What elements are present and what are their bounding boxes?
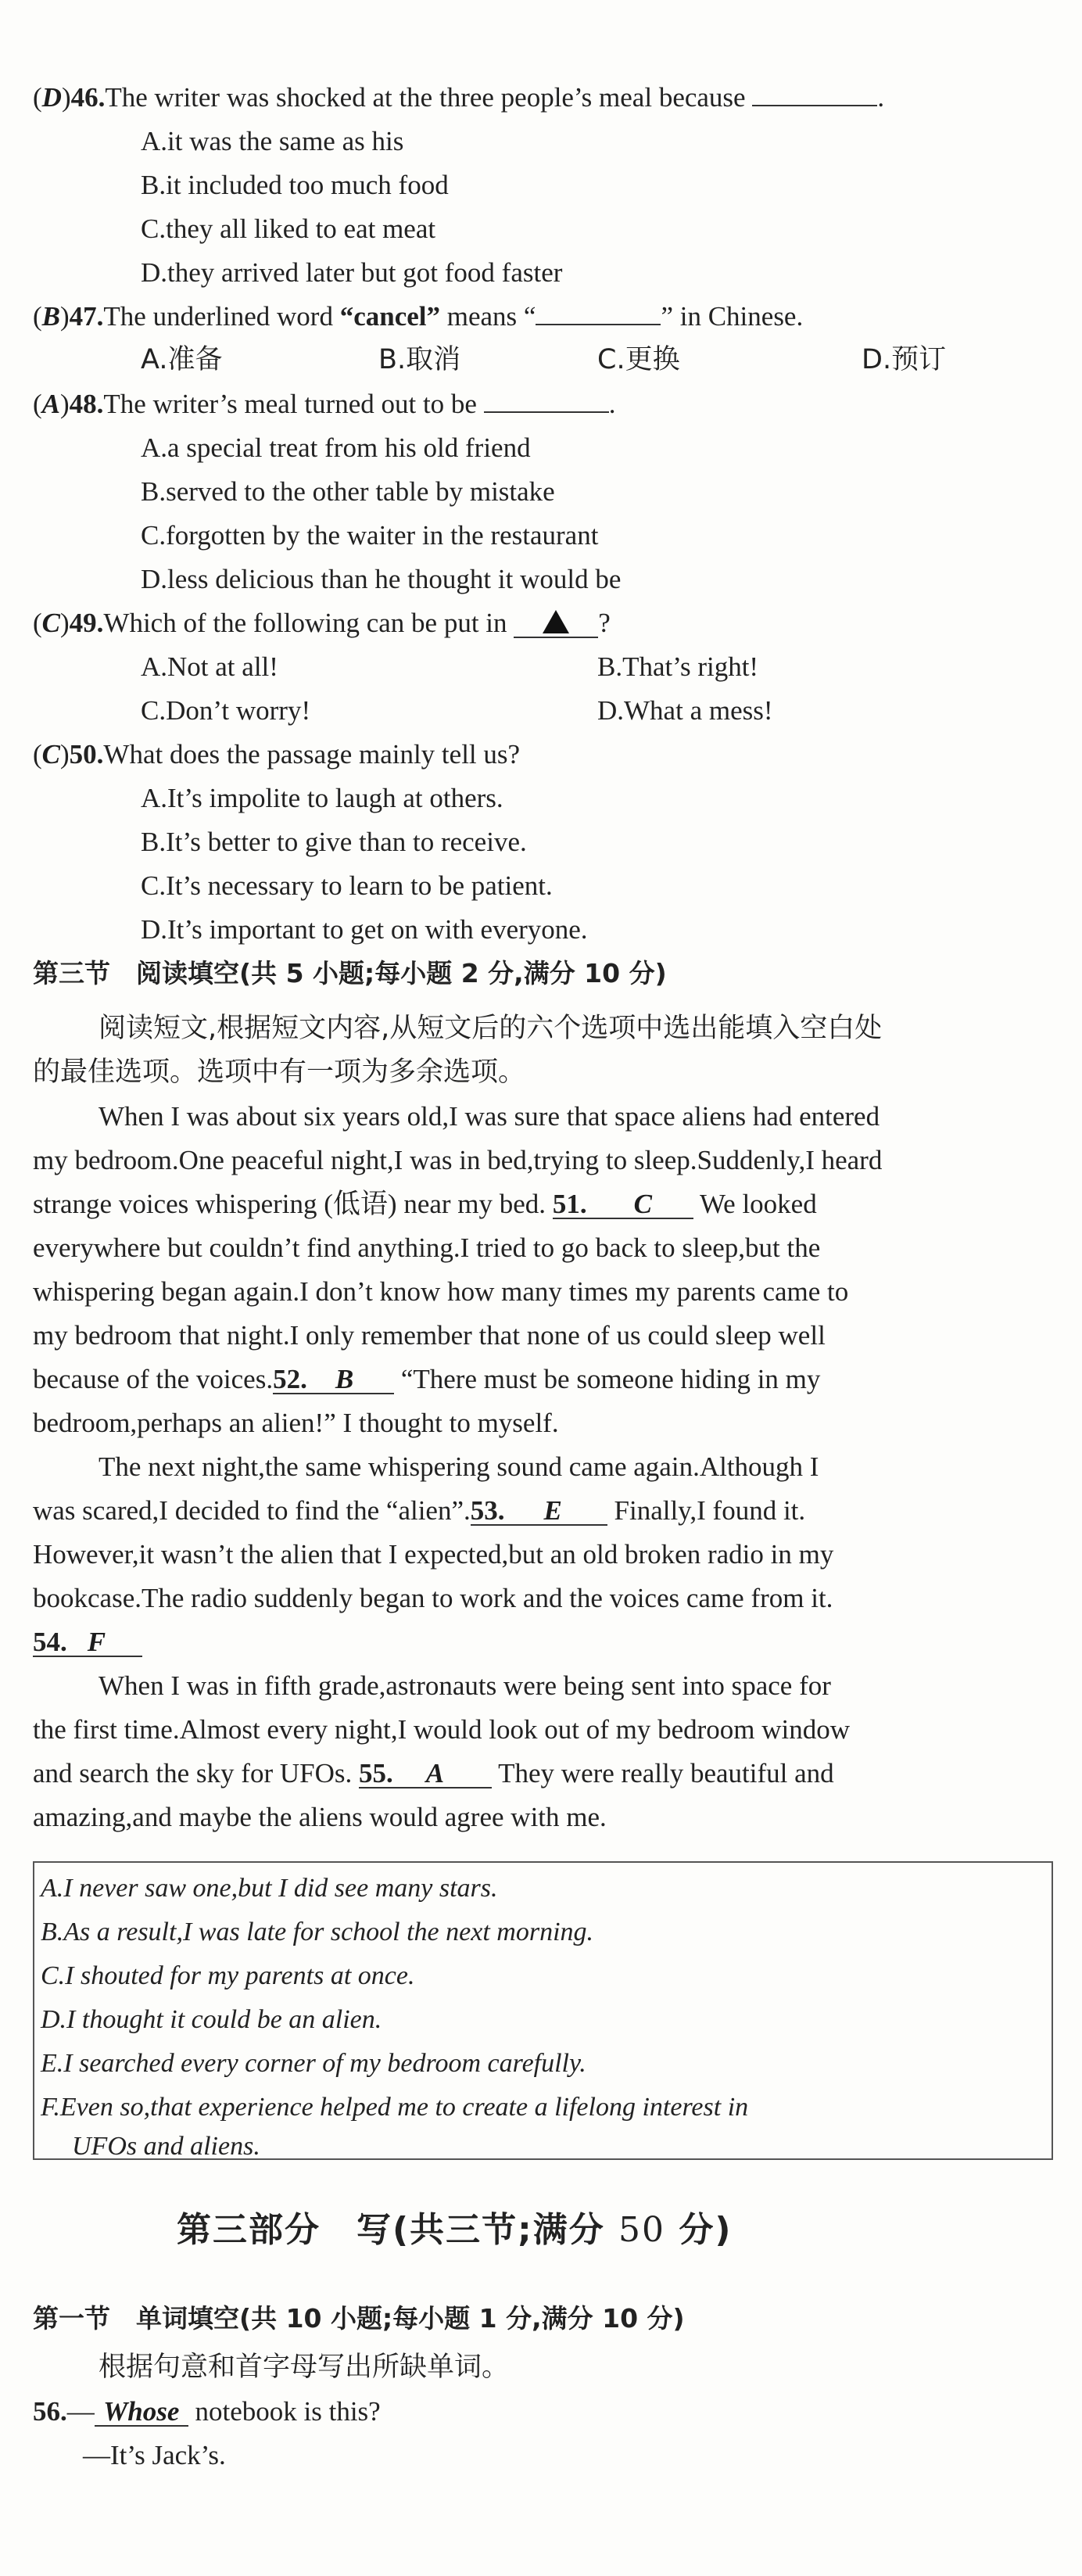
question-49: (C)49.Which of the following can be put in ? — [33, 608, 611, 638]
option-47c: C.更换 — [597, 344, 680, 375]
section-instruction: 的最佳选项。选项中有一项为多余选项。 — [33, 1057, 526, 1088]
option-c: C.I shouted for my parents at once. — [41, 1961, 415, 1990]
passage-line — [33, 1760, 834, 1788]
passage-line: everywhere but couldn’t find anything.I tried to go back to sleep,but the — [33, 1232, 821, 1263]
passage-line — [33, 1628, 142, 1657]
question-46: (D)46.The writer was shocked at the three people’s meal because . — [33, 82, 885, 113]
option-46a: A.it was the same as his — [141, 126, 404, 156]
question-47: (B)47.The underlined word “cancel” means “ ” in Chinese. — [33, 301, 804, 332]
question-56 — [33, 2398, 381, 2427]
passage-text: and search the sky for UFOs. — [33, 1758, 353, 1788]
option-f: F.Even so,that experience helped me to create a lifelong interest in — [41, 2093, 749, 2122]
question-number: 50. — [69, 739, 104, 770]
dash: — — [66, 2396, 95, 2427]
part-title — [177, 2210, 733, 2250]
passage-text: Finally,I found it. — [614, 1495, 806, 1526]
passage-text: We looked — [699, 1189, 817, 1219]
answer-blank-51 — [553, 1190, 693, 1219]
blank-number: 52. — [273, 1364, 307, 1394]
part-title-text: 分) — [665, 2210, 733, 2250]
option-50c: C.It’s necessary to learn to be patient. — [141, 870, 553, 901]
option-e: E.I searched every corner of my bedroom carefully. — [41, 2049, 586, 2078]
answer-blank-53 — [471, 1497, 607, 1526]
question-number: 48. — [69, 389, 104, 419]
question-stem: The writer’s meal turned out to be — [103, 389, 477, 419]
question-stem: means “ — [440, 301, 536, 332]
question-number: 47. — [69, 301, 104, 332]
passage-line: my bedroom that night.I only remember that none of us could sleep well — [33, 1320, 826, 1351]
question-48: (A)48.The writer’s meal turned out to be . — [33, 389, 616, 419]
section-heading: 第一节 单词填空(共 10 小题;每小题 1 分,满分 10 分) — [33, 2303, 685, 2334]
option-47a: A.准备 — [141, 344, 223, 375]
option-49d: D.What a mess! — [597, 695, 773, 726]
answer-blank — [514, 609, 598, 638]
passage-line: When I was about six years old,I was sure that space aliens had entered — [99, 1101, 880, 1132]
blank-number: 51. — [552, 1189, 587, 1219]
passage-line: When I was in fifth grade,astronauts were being sent into space for — [99, 1670, 831, 1701]
blank-number: 54. — [33, 1627, 67, 1657]
passage-line — [33, 1365, 820, 1394]
answer-55: A — [425, 1758, 445, 1788]
option-49c: C.Don’t worry! — [141, 695, 311, 726]
answer-47: B — [41, 301, 61, 332]
passage-line: bookcase.The radio suddenly began to work and the voices came from it. — [33, 1583, 833, 1613]
keyword: “cancel” — [339, 301, 440, 332]
option-46d: D.they arrived later but got food faster — [141, 257, 563, 288]
option-48d: D.less delicious than he thought it would be — [141, 564, 622, 594]
passage-line: my bedroom.One peaceful night,I was in bed,trying to sleep.Suddenly,I heard — [33, 1145, 883, 1175]
option-50b: B.It’s better to give than to receive. — [141, 827, 527, 857]
option-47b: B.取消 — [378, 344, 461, 375]
passage-line: However,it wasn’t the alien that I expected,but an old broken radio in my — [33, 1539, 834, 1570]
answer-blank — [752, 105, 877, 106]
option-b: B.As a result,I was late for school the next morning. — [41, 1918, 594, 1946]
option-48a: A.a special treat from his old friend — [141, 432, 531, 463]
blank-number: 55. — [359, 1758, 393, 1788]
passage-text: “There must be someone hiding in my — [400, 1364, 821, 1394]
option-50a: A.It’s impolite to laugh at others. — [141, 783, 503, 813]
option-d: D.I thought it could be an alien. — [41, 2005, 382, 2034]
passage-text: was scared,I decided to find the “alien”. — [33, 1495, 471, 1526]
passage-line — [33, 1190, 817, 1219]
section-instruction: 阅读短文,根据短文内容,从短文后的六个选项中选出能填入空白处 — [99, 1013, 883, 1044]
answer-blank-56 — [95, 2398, 188, 2427]
question-number: 46. — [70, 82, 106, 113]
answer-46: D — [41, 82, 62, 113]
option-46b: B.it included too much food — [141, 170, 449, 200]
answer-50: C — [41, 739, 61, 770]
reply-56: —It’s Jack’s. — [83, 2440, 226, 2470]
option-47d: D.预订 — [862, 344, 947, 375]
option-a: A.I never saw one,but I did see many stars. — [41, 1874, 498, 1903]
option-49a: A.Not at all! — [141, 651, 278, 682]
question-stem: The writer was shocked at the three people’s meal because — [105, 82, 746, 113]
option-46c: C.they all liked to eat meat — [141, 213, 436, 244]
passage-line: the first time.Almost every night,I would look out of my bedroom window — [33, 1714, 851, 1745]
passage-line: The next night,the same whispering sound came again.Although I — [99, 1451, 819, 1482]
section-heading: 第三节 阅读填空(共 5 小题;每小题 2 分,满分 10 分) — [33, 958, 667, 988]
passage-text: strange voices whispering (低语) near my bed. — [33, 1189, 546, 1219]
option-48c: C.forgotten by the waiter in the restaurant — [141, 520, 599, 551]
triangle-icon — [543, 610, 569, 633]
answer-49: C — [41, 608, 61, 638]
answer-blank — [536, 324, 661, 325]
option-f-continued: UFOs and aliens. — [72, 2132, 260, 2161]
answer-53: E — [543, 1495, 562, 1526]
option-48b: B.served to the other table by mistake — [141, 476, 555, 507]
blank-number: 53. — [470, 1495, 505, 1526]
question-50: (C)50.What does the passage mainly tell us? — [33, 739, 521, 770]
part-title-score: 50 — [618, 2210, 666, 2250]
passage-line: amazing,and maybe the aliens would agree with me. — [33, 1802, 607, 1832]
answer-48: A — [41, 389, 61, 419]
answer-56: Whose — [103, 2396, 180, 2427]
question-stem: Which of the following can be put in — [103, 608, 507, 638]
answer-51: C — [633, 1189, 652, 1219]
answer-54: F — [87, 1627, 106, 1657]
passage-line: whispering began again.I don’t know how many times my parents came to — [33, 1276, 849, 1307]
option-50d: D.It’s important to get on with everyone. — [141, 914, 588, 945]
passage-text: because of the voices. — [33, 1364, 274, 1394]
answer-blank — [484, 411, 609, 413]
answer-blank-55 — [359, 1760, 492, 1788]
section-instruction: 根据句意和首字母写出所缺单词。 — [99, 2352, 510, 2383]
question-number: 49. — [69, 608, 104, 638]
answer-blank-52 — [273, 1365, 394, 1394]
part-title-text: 第三部分 写(共三节;满分 — [177, 2210, 619, 2250]
passage-line — [33, 1497, 805, 1526]
option-49b: B.That’s right! — [597, 651, 759, 682]
question-stem: notebook is this? — [188, 2396, 381, 2427]
question-stem: The underlined word — [103, 301, 340, 332]
passage-text: They were really beautiful and — [498, 1758, 834, 1788]
passage-line: bedroom,perhaps an alien!” I thought to myself. — [33, 1408, 559, 1438]
answer-52: B — [335, 1364, 354, 1394]
options-box — [33, 1861, 1053, 2160]
question-number: 56. — [33, 2396, 67, 2427]
answer-blank-54 — [33, 1628, 142, 1657]
question-stem: What does the passage mainly tell us? — [103, 739, 521, 770]
question-stem: ” in Chinese. — [661, 301, 804, 332]
